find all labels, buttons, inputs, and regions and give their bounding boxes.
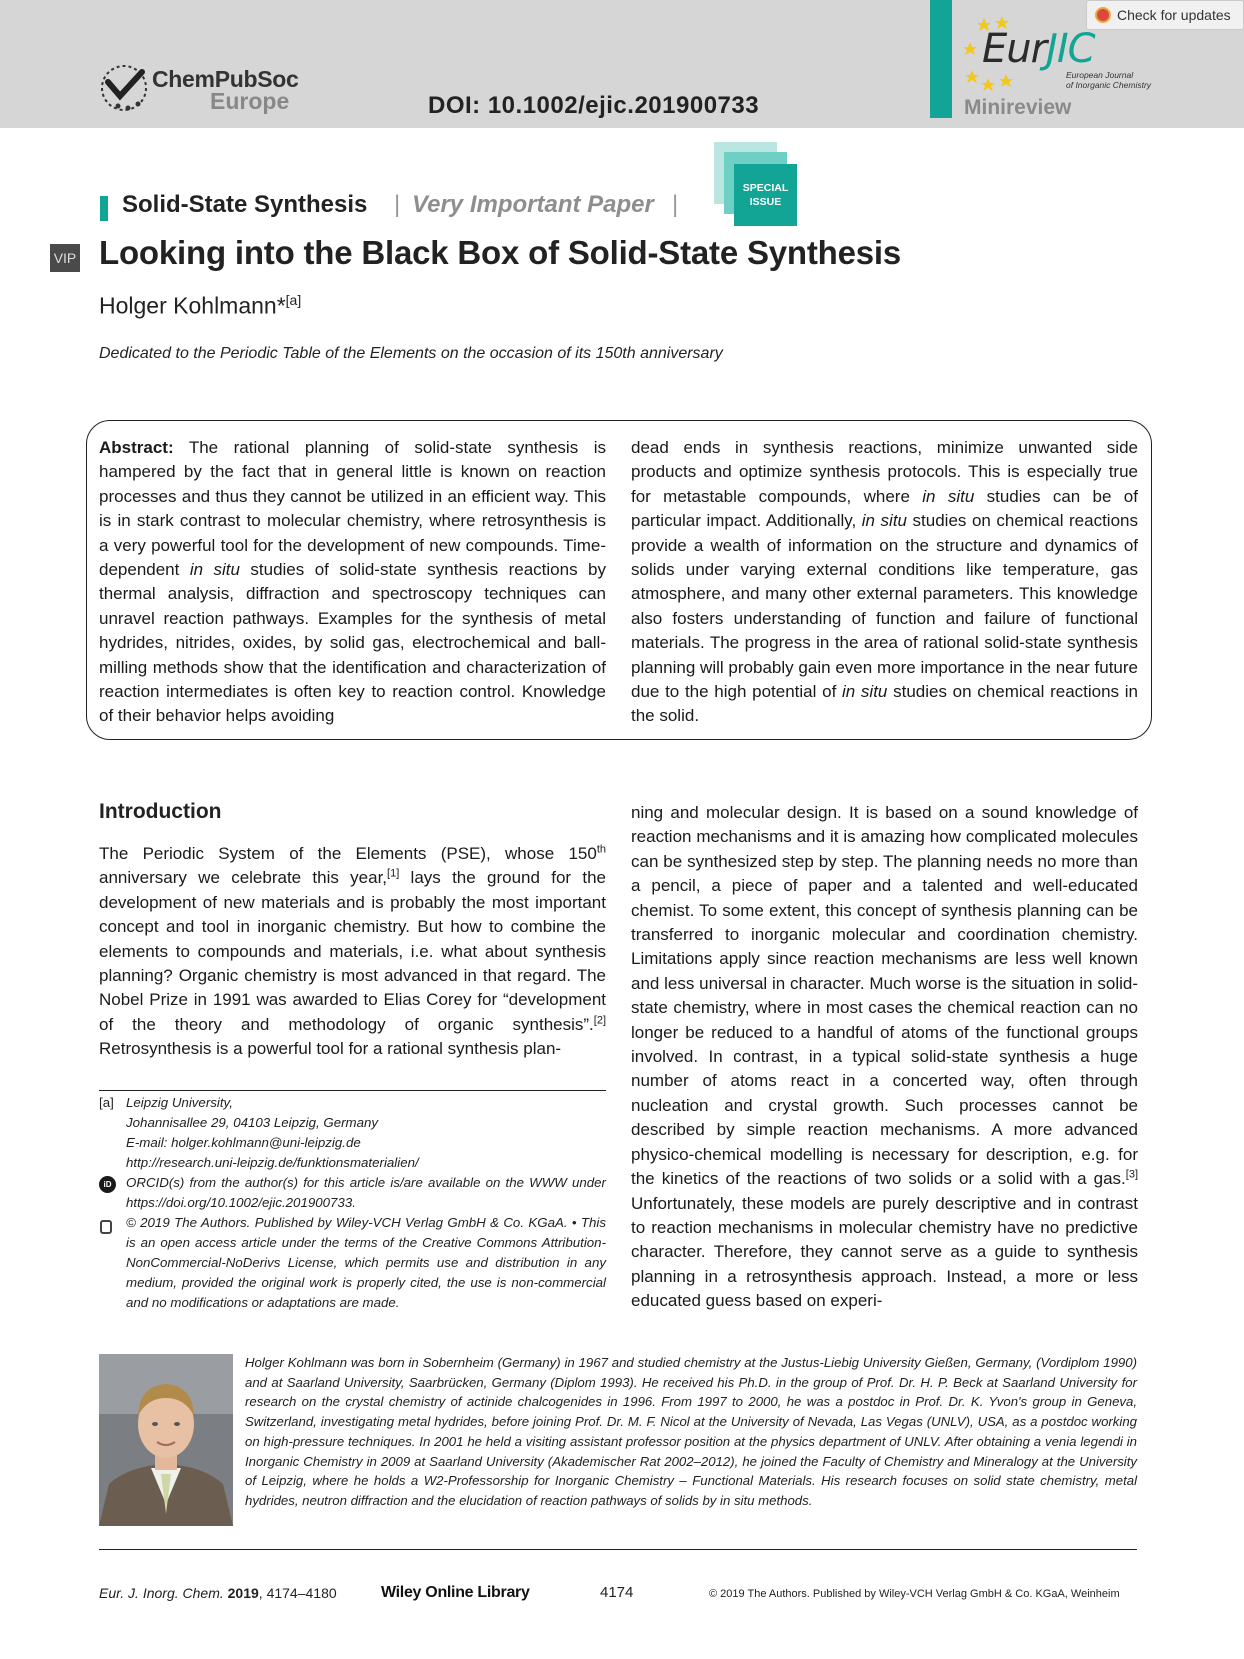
check-for-updates-button[interactable]	[1086, 0, 1244, 30]
superscript: th	[596, 843, 606, 856]
license-footnote	[99, 1213, 606, 1313]
footer-journal: Eur. J. Inorg. Chem.	[99, 1585, 224, 1601]
abstract-text: studies can be of particular impact. Additionally,	[631, 486, 1138, 531]
special-issue-line2: ISSUE	[749, 196, 782, 208]
abstract-label: Abstract:	[99, 438, 174, 457]
affiliation-text: Leipzig University, Johannisallee 29, 04103 Leipzig, Germany E-mail: holger.kohlmann@uni-leipzig.de http://research.uni-leipzig.de/funktionsmaterialien/	[126, 1095, 419, 1170]
journal-logo	[982, 26, 1095, 72]
author-biography: Holger Kohlmann was born in Sobernheim (Germany) in 1967 and studied chemistry at the Justus-Liebig University Gießen, Germany, (Vordiplom 1990) and at Saarland University, Saarbrücken, Germany (Diplom 1993). He received his Ph.D. in the group of Prof. Dr. H. P. Beck at Saarland University for research on the crystal chemistry of actinide chalcogenides in 1996. From 1997 to 2000, he was a postdoc in Prof. Dr. K. Yvon's group in Geneva, Switzerland, investigating metal hydrides, before joining Prof. Dr. M. F. Nicol at the University of Nevada, Las Vegas (UNLV), USA, as a postdoc working on high-pressure techniques. In 2001 he held a visiting assistant professor position at the physics department of UNLV. After obtaining a venia legendi in Inorganic Chemistry in 2009 at Saarland University (Akademischer Rat 2002–2012), he joined the Faculty of Chemistry and Mineralogy at the University of Leipzig, where he holds a W2-Professorship for Inorganic Chemistry – Functional Materials. His research focuses on solid state chemistry, metal hydrides, neutron diffraction and the elucidation of reaction pathways of solids by in situ methods.	[245, 1355, 1137, 1508]
abstract-italic: in situ	[922, 486, 975, 506]
body-text: lays the ground for the development of new materials and is probably the most important concept and tool in inorganic chemistry. But how to combine the elements to compounds and materials, i.e. what about synthesis planning? Organic chemistry is most advanced in that regard. The Nobel Prize in 1991 was awarded to Elias Corey for “development of the theory and methodology of organic synthesis”.	[99, 868, 606, 1034]
journal-logo-subtitle	[1066, 70, 1151, 90]
page-number: 4174	[600, 1584, 634, 1601]
introduction-left-column	[99, 842, 606, 1062]
footer-copyright: © 2019 The Authors. Published by Wiley-VCH Verlag GmbH & Co. KGaA, Weinheim	[709, 1588, 1120, 1600]
footer-pages: , 4174–4180	[258, 1585, 337, 1601]
introduction-right-column	[631, 801, 1138, 1314]
wiley-online-library-logo[interactable]: Wiley Online Library	[381, 1584, 530, 1601]
license-text: © 2019 The Authors. Published by Wiley-VCH Verlag GmbH & Co. KGaA. • This is an open access article under the terms of the Creative Commons Attribution-NonCommercial-NoDerivs License, which permits use and distribution in any medium, provided the original work is properly cited, the use is non-commercial and no modifications or adaptations are made.	[126, 1215, 606, 1310]
category-label: Solid-State Synthesis	[122, 191, 368, 218]
category-separator-2: |	[672, 191, 679, 218]
body-text: Unfortunately, these models are purely descriptive and in contrast to reaction mechanisms in molecular chemistry have no predictive character. Therefore, they cannot serve as a guide to synthesis planning in a retrosynthesis approach. Instead, a more or less educated guess based on experi-	[631, 1193, 1138, 1311]
special-issue-line1: SPECIAL	[742, 182, 789, 194]
vip-label: Very Important Paper	[412, 191, 654, 218]
abstract-italic: in situ	[861, 511, 908, 531]
reference-link[interactable]: [2]	[593, 1014, 606, 1027]
reference-link[interactable]: [3]	[1125, 1168, 1138, 1181]
affiliation-footnote	[99, 1093, 606, 1173]
crossmark-icon	[1095, 7, 1111, 23]
body-text: anniversary we celebrate this year,	[99, 868, 388, 888]
article-type: Minireview	[964, 96, 1072, 119]
chempubsoc-logo-icon	[98, 60, 154, 116]
publisher-sub: Europe	[210, 88, 290, 114]
orcid-footnote	[99, 1173, 606, 1213]
vip-badge: VIP	[50, 244, 80, 272]
author-affiliation: [a]	[285, 292, 302, 308]
category-marker	[100, 196, 108, 221]
abstract-italic: in situ	[189, 560, 240, 580]
author-photo	[99, 1354, 233, 1526]
introduction-heading: Introduction	[99, 800, 222, 823]
journal-logo-main: Eur	[982, 26, 1047, 72]
affiliation-label: [a]	[99, 1095, 114, 1110]
journal-logo-line2: of Inorganic Chemistry	[1066, 80, 1152, 90]
journal-logo-line1: European Journal	[1066, 70, 1134, 80]
publisher-name: ChemPubSoc	[152, 66, 299, 92]
article-title: Looking into the Black Box of Solid-State Synthesis	[99, 234, 902, 271]
special-issue-badge[interactable]	[734, 164, 797, 226]
abstract-text: The rational planning of solid-state synthesis is hampered by the fact that in general little is known on reaction processes and thus they cannot be utilized in an efficient way. This is in stark contrast to molecular chemistry, where retrosynthesis is a very powerful tool for the development of new compounds. Time-dependent	[99, 438, 606, 580]
abstract-right-column	[631, 436, 1138, 729]
footer-citation	[99, 1585, 337, 1601]
abstract-italic: in situ	[842, 682, 888, 702]
author-text: Holger Kohlmann*	[99, 292, 286, 319]
abstract-text: studies on chemical reactions in the solid.	[631, 682, 1138, 726]
abstract-text: studies of solid-state synthesis reactions by thermal analysis, diffraction and spectroscopy techniques can unravel reaction pathways. Examples for the synthesis of metal hydrides, nitrides, oxides, by solid gas, electrochemical and ball-milling methods show that the identification and characterization of reaction intermediates is often key to reaction control. Knowledge of their behavior helps avoiding	[99, 560, 606, 726]
orcid-text: ORCID(s) from the author(s) for this article is/are available on the WWW under https://doi.org/10.1002/ejic.201900733.	[126, 1175, 606, 1210]
dedication: Dedicated to the Periodic Table of the Elements on the occasion of its 150th anniversary	[99, 345, 723, 362]
category-separator: |	[394, 191, 401, 218]
body-text: Retrosynthesis is a powerful tool for a rational synthesis plan-	[99, 1039, 562, 1059]
author-name	[99, 292, 301, 320]
accent-strip	[930, 0, 952, 118]
doi-link[interactable]: DOI: 10.1002/ejic.201900733	[428, 92, 760, 119]
abstract-text: dead ends in synthesis reactions, minimize unwanted side products and optimize synthesis protocols. This is especially true for metastable compounds, where	[631, 438, 1138, 506]
journal-logo-accent: JIC	[1046, 26, 1095, 72]
footnote-rule	[99, 1090, 606, 1091]
abstract-left-column	[99, 436, 606, 729]
body-text: ning and molecular design. It is based on a sound knowledge of reaction mechanisms and it is amazing how complicated molecules can be synthesized step by step. The planning needs no more than a pencil, a piece of paper and a talented and well-educated chemist. To some extent, this concept of synthesis planning can be transferred to inorganic molecular and coordination chemistry. Limitations apply since reaction mechanisms are less well known and less universal in character. Much worse is the situation in solid-state chemistry, where in most cases the chemical reaction can no longer be reduced to a handful of atoms of the functional groups involved. In contrast, in a typical solid-state synthesis a huge number of atoms react in a concerted way, often through nucleation and crystal growth. Such processes cannot be described by simple reaction mechanisms. A more advanced physico-chemical modelling is necessary for description, e.g. for the kinetics of the reactions of two solids or a solid with a gas.	[631, 803, 1138, 1189]
check-for-updates-label: Check for updates	[1117, 7, 1231, 23]
biography-rule	[99, 1549, 1137, 1550]
abstract-text: studies on chemical reactions provide a wealth of information on the structure and dynamics of solids under varying external conditions like temperature, gas atmosphere, and many other external parameters. This knowledge also fosters understanding of function and failure of functional materials. The progress in the area of rational solid-state synthesis planning will probably gain even more importance in the near future due to the high potential of	[631, 511, 1138, 702]
body-text: The Periodic System of the Elements (PSE), whose 150	[99, 844, 597, 863]
reference-link[interactable]: [1]	[387, 867, 400, 880]
orcid-icon: iD	[99, 1176, 116, 1193]
footer-year: 2019	[227, 1585, 259, 1601]
